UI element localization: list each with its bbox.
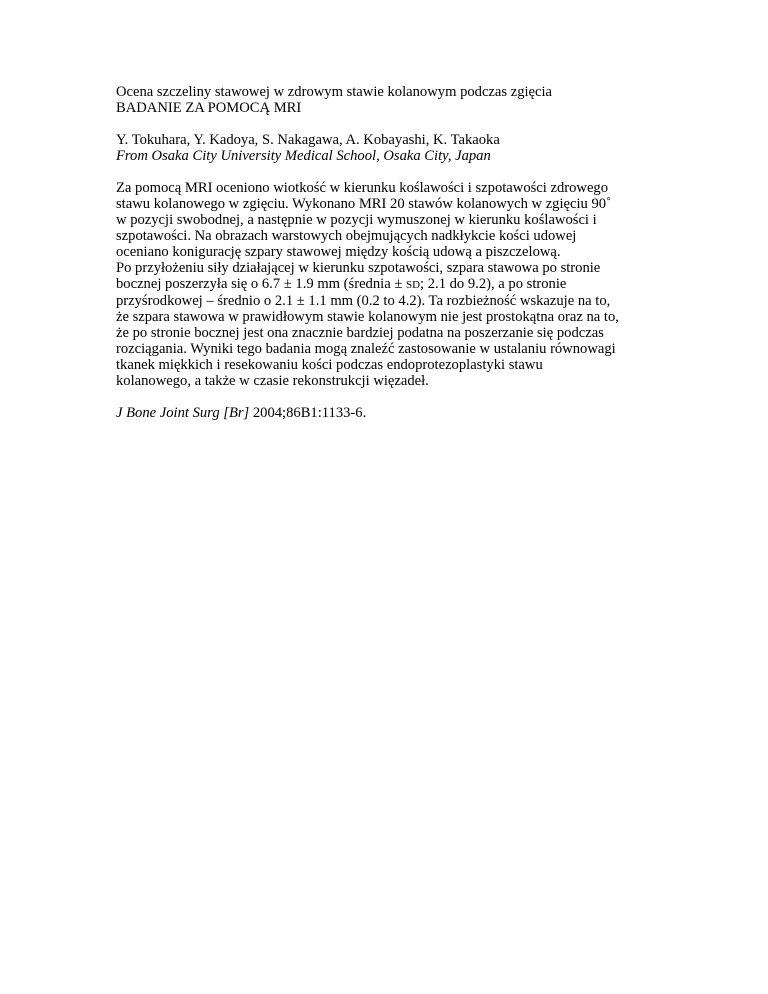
- abstract-line: oceniano konigurację szpary stawowej między kością udową a piszczelową.: [116, 244, 561, 260]
- abstract-line: że szpara stawowa w prawidłowym stawie kolanowym nie jest prostokątna oraz na to,: [116, 309, 619, 325]
- abstract-line: [116, 276, 676, 293]
- abstract-line: kolanowego, a także w czasie rekonstrukcji więzadeł.: [116, 373, 429, 389]
- authors: Y. Tokuhara, Y. Kadoya, S. Nakagawa, A. Kobayashi, K. Takaoka: [116, 132, 500, 148]
- abstract-line: szpotawości. Na obrazach warstowych obejmujących nadkłykcie kości udowej: [116, 228, 577, 244]
- journal-name: J Bone Joint Surg [Br]: [116, 405, 250, 421]
- abstract-text: ; 2.1 do 9.2), a po stronie: [420, 276, 567, 292]
- title-line-2: BADANIE ZA POMOCĄ MRI: [116, 100, 302, 116]
- abstract-line: przyśrodkowej – średnio o 2.1 ± 1.1 mm (0.2 to 4.2). Ta rozbieżność wskazuje na to,: [116, 293, 611, 309]
- abstract-line: tkanek miękkich i resekowaniu kości podczas endoprotezoplastyki stawu: [116, 357, 543, 373]
- citation-details: 2004;86B1:1133-6.: [249, 405, 367, 421]
- abstract-line: w pozycji swobodnej, a następnie w pozycji wymuszonej w kierunku koślawości i: [116, 212, 597, 228]
- spacer: [116, 116, 676, 132]
- spacer: [116, 164, 676, 180]
- abstract-text: bocznej poszerzyła się o 6.7 ± 1.9 mm (średnia ±: [116, 276, 406, 292]
- abstract-line: Za pomocą MRI oceniono wiotkość w kierunku koślawości i szpotawości zdrowego: [116, 180, 609, 196]
- affiliation: From Osaka City University Medical School, Osaka City, Japan: [116, 148, 491, 164]
- title-line-1: Ocena szczeliny stawowej w zdrowym stawie kolanowym podczas zgięcia: [116, 84, 553, 100]
- spacer: [116, 389, 676, 405]
- abstract-line: stawu kolanowego w zgięciu. Wykonano MRI 20 stawów kolanowych w zgięciu 90˚: [116, 196, 611, 212]
- sd-abbreviation: SD: [405, 279, 421, 291]
- document-page: [116, 84, 676, 421]
- abstract-line: rozciągania. Wyniki tego badania mogą znaleźć zastosowanie w ustalaniu równowagi: [116, 341, 616, 357]
- abstract-line: że po stronie bocznej jest ona znacznie bardziej podatna na poszerzanie się podczas: [116, 325, 604, 341]
- citation: [116, 405, 676, 421]
- abstract: [116, 180, 676, 389]
- abstract-line: Po przyłożeniu siły działającej w kierunku szpotawości, szpara stawowa po stronie: [116, 260, 601, 276]
